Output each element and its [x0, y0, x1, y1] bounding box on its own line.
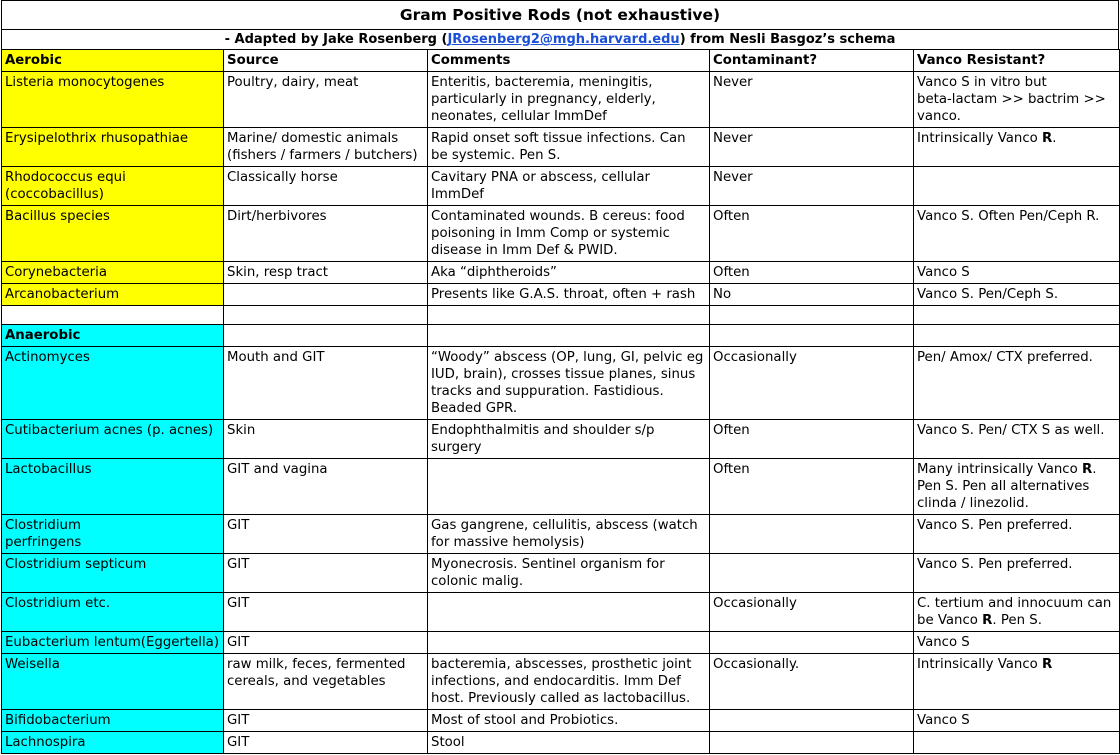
cell-contaminant: Often	[710, 420, 914, 459]
cell-vanco: Vanco S. Often Pen/Ceph R.	[914, 206, 1120, 262]
cell-contaminant: No	[710, 284, 914, 306]
cell-contaminant: Never	[710, 72, 914, 128]
cell-comments	[428, 593, 710, 632]
cell-source: GIT	[224, 515, 428, 554]
cell-contaminant: Often	[710, 459, 914, 515]
cell-organism: Erysipelothrix rhusopathiae	[2, 128, 224, 167]
cell-source: GIT	[224, 632, 428, 654]
cell-comments: Rapid onset soft tissue infections. Can be systemic. Pen S.	[428, 128, 710, 167]
table-row	[2, 593, 1120, 632]
table-row	[2, 632, 1120, 654]
cell-organism: Bacillus species	[2, 206, 224, 262]
cell-vanco	[914, 128, 1120, 167]
cell-comments: bacteremia, abscesses, prosthetic joint infections, and endocarditis. Imm Def host. Previously called as lactobacillus.	[428, 654, 710, 710]
cell-comments: “Woody” abscess (OP, lung, GI, pelvic eg IUD, brain), crosses tissue planes, sinus tracks and suppuration. Fastidious. Beaded GPR.	[428, 347, 710, 420]
table-row	[2, 284, 1120, 306]
empty-cell	[710, 306, 914, 325]
cell-comments: Contaminated wounds. B cereus: food poisoning in Imm Comp or systemic disease in Imm Def & PWID.	[428, 206, 710, 262]
cell-comments: Gas gangrene, cellulitis, abscess (watch for massive hemolysis)	[428, 515, 710, 554]
table-row	[2, 515, 1120, 554]
cell-contaminant: Often	[710, 262, 914, 284]
cell-vanco	[914, 167, 1120, 206]
header-contaminant: Contaminant?	[710, 50, 914, 72]
cell-source: Skin	[224, 420, 428, 459]
cell-contaminant: Never	[710, 128, 914, 167]
cell-vanco: Vanco S. Pen preferred.	[914, 554, 1120, 593]
cell-vanco: Vanco S. Pen/ CTX S as well.	[914, 420, 1120, 459]
cell-comments: Myonecrosis. Sentinel organism for colonic malig.	[428, 554, 710, 593]
empty-cell	[914, 325, 1120, 347]
cell-comments: Most of stool and Probiotics.	[428, 710, 710, 732]
cell-organism: Weisella	[2, 654, 224, 710]
cell-organism: Rhodococcus equi (coccobacillus)	[2, 167, 224, 206]
subtitle-suffix: ) from Nesli Basgoz’s schema	[679, 32, 896, 47]
vanco-text: Intrinsically Vanco	[917, 657, 1043, 672]
table-row	[2, 347, 1120, 420]
cell-organism: Actinomyces	[2, 347, 224, 420]
header-aerobic: Aerobic	[2, 50, 224, 72]
cell-contaminant: Often	[710, 206, 914, 262]
table-row	[2, 128, 1120, 167]
header-anaerobic: Anaerobic	[2, 325, 224, 347]
cell-organism: Lactobacillus	[2, 459, 224, 515]
cell-vanco	[914, 459, 1120, 515]
cell-contaminant: Occasionally	[710, 347, 914, 420]
cell-organism: Arcanobacterium	[2, 284, 224, 306]
cell-organism: Cutibacterium acnes (p. acnes)	[2, 420, 224, 459]
table-row	[2, 420, 1120, 459]
vanco-text: C. tertium and innocuum can be Vanco	[917, 596, 1112, 628]
header-row	[2, 50, 1120, 72]
table-row	[2, 72, 1120, 128]
cell-vanco: Vanco S. Pen preferred.	[914, 515, 1120, 554]
anaerobic-header-row	[2, 325, 1120, 347]
cell-source: Classically horse	[224, 167, 428, 206]
table-row	[2, 732, 1120, 754]
cell-comments: Presents like G.A.S. throat, often + rash	[428, 284, 710, 306]
cell-source: Poultry, dairy, meat	[224, 72, 428, 128]
vanco-text: Intrinsically Vanco	[917, 131, 1043, 146]
sheet-title: Gram Positive Rods (not exhaustive)	[1, 0, 1119, 29]
cell-vanco: Pen/ Amox/ CTX preferred.	[914, 347, 1120, 420]
cell-organism: Listeria monocytogenes	[2, 72, 224, 128]
cell-contaminant	[710, 710, 914, 732]
cell-source: GIT	[224, 732, 428, 754]
cell-comments: Enteritis, bacteremia, meningitis, particularly in pregnancy, elderly, neonates, cellular ImmDef	[428, 72, 710, 128]
cell-organism: Lachnospira	[2, 732, 224, 754]
table-row	[2, 459, 1120, 515]
cell-comments: Aka “diphtheroids”	[428, 262, 710, 284]
cell-organism: Clostridium septicum	[2, 554, 224, 593]
sheet-subtitle	[1, 29, 1119, 49]
vanco-text: .	[1052, 131, 1057, 146]
cell-contaminant: Never	[710, 167, 914, 206]
cell-organism: Clostridium etc.	[2, 593, 224, 632]
cell-vanco: Vanco S	[914, 710, 1120, 732]
cell-comments: Endophthalmitis and shoulder s/p surgery	[428, 420, 710, 459]
vanco-text: . Pen S.	[992, 613, 1042, 628]
empty-cell	[2, 306, 224, 325]
subtitle-prefix: - Adapted by Jake Rosenberg (	[224, 32, 448, 47]
vanco-text: . Pen S. Pen all alternatives clinda / linezolid.	[917, 462, 1097, 511]
cell-contaminant	[710, 515, 914, 554]
cell-vanco: Vanco S	[914, 262, 1120, 284]
vanco-resistant-mark: R	[982, 613, 993, 628]
cell-source: Marine/ domestic animals (fishers / farmers / butchers)	[224, 128, 428, 167]
cell-organism: Eubacterium lentum(Eggertella)	[2, 632, 224, 654]
empty-cell	[224, 325, 428, 347]
spacer-row	[2, 306, 1120, 325]
cell-contaminant	[710, 554, 914, 593]
cell-source	[224, 284, 428, 306]
cell-vanco: Vanco S. Pen/Ceph S.	[914, 284, 1120, 306]
empty-cell	[224, 306, 428, 325]
cell-contaminant: Occasionally.	[710, 654, 914, 710]
cell-source: raw milk, feces, fermented cereals, and vegetables	[224, 654, 428, 710]
table-row	[2, 554, 1120, 593]
cell-vanco	[914, 654, 1120, 710]
cell-organism: Bifidobacterium	[2, 710, 224, 732]
gpr-table	[1, 49, 1120, 754]
cell-organism: Clostridium perfringens	[2, 515, 224, 554]
empty-cell	[428, 306, 710, 325]
empty-cell	[710, 325, 914, 347]
table-row	[2, 710, 1120, 732]
empty-cell	[914, 306, 1120, 325]
cell-vanco	[914, 732, 1120, 754]
cell-vanco	[914, 593, 1120, 632]
table-row	[2, 167, 1120, 206]
cell-comments: Cavitary PNA or abscess, cellular ImmDef	[428, 167, 710, 206]
vanco-resistant-mark: R	[1042, 131, 1053, 146]
cell-comments	[428, 459, 710, 515]
table-row	[2, 262, 1120, 284]
cell-organism: Corynebacteria	[2, 262, 224, 284]
table-row	[2, 654, 1120, 710]
cell-source: GIT	[224, 710, 428, 732]
cell-contaminant	[710, 632, 914, 654]
cell-source: Mouth and GIT	[224, 347, 428, 420]
cell-source: GIT	[224, 593, 428, 632]
empty-cell	[428, 325, 710, 347]
cell-source: GIT and vagina	[224, 459, 428, 515]
author-email-link[interactable]: JRosenberg2@mgh.harvard.edu	[447, 32, 680, 47]
cell-vanco: Vanco S in vitro but beta-lactam >> bactrim >> vanco.	[914, 72, 1120, 128]
vanco-resistant-mark: R	[1081, 462, 1093, 477]
vanco-text: Many intrinsically Vanco	[917, 462, 1082, 477]
cell-comments	[428, 632, 710, 654]
spreadsheet	[1, 0, 1119, 754]
vanco-resistant-mark: R	[1042, 657, 1053, 672]
cell-contaminant: Occasionally	[710, 593, 914, 632]
cell-source: GIT	[224, 554, 428, 593]
header-source: Source	[224, 50, 428, 72]
cell-comments: Stool	[428, 732, 710, 754]
cell-source: Skin, resp tract	[224, 262, 428, 284]
header-vanco-resistant: Vanco Resistant?	[914, 50, 1120, 72]
cell-vanco: Vanco S	[914, 632, 1120, 654]
cell-source: Dirt/herbivores	[224, 206, 428, 262]
table-row	[2, 206, 1120, 262]
cell-contaminant	[710, 732, 914, 754]
header-comments: Comments	[428, 50, 710, 72]
